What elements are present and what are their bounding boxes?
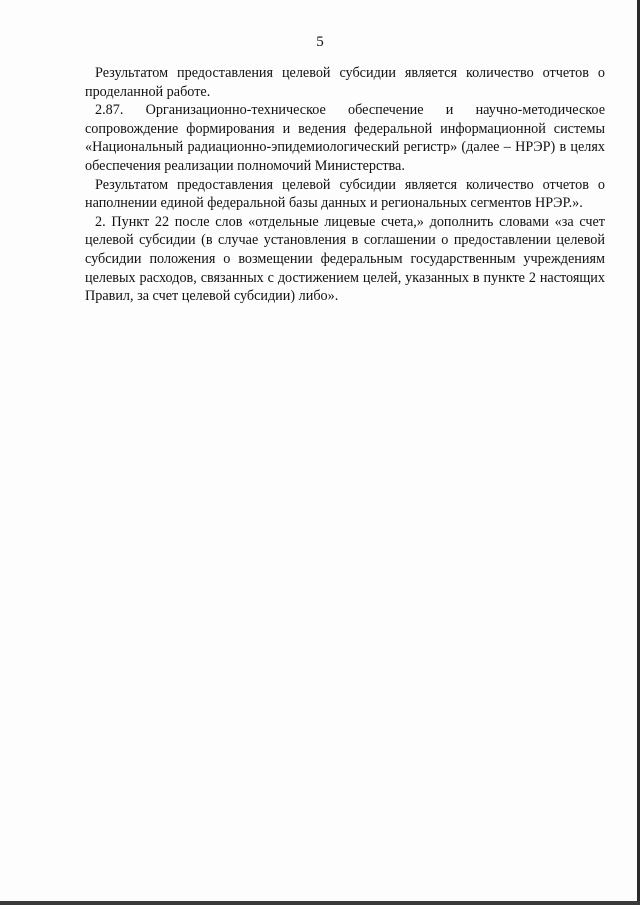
paragraph-text: 2.87. Организационно-техническое обеспечение и научно-методическое сопровождение формирования и ведения федеральной информационной системы «Национальный радиационно-эпидемиологический регистр» (далее – НРЭР) в целях обеспечения реализации полномочий Министерства. (85, 102, 605, 174)
paragraph-subsidy-result-reports (85, 64, 605, 101)
scan-edge-bottom (0, 901, 640, 905)
paragraph-text: Результатом предоставления целевой субсидии является количество отчетов о проделанной работе. (85, 65, 605, 100)
paragraph-text: 2. Пункт 22 после слов «отдельные лицевые счета,» дополнить словами «за счет целевой субсидии (в случае установления в соглашении о предоставлении целевой субсидии положения о возмещении федеральным государственным учреждениям целевых расходов, связанных с достижением целей, указанных в пункте 2 настоящих Правил, за счет целевой субсидии) либо». (85, 213, 605, 305)
document-body (85, 64, 605, 306)
page-number: 5 (316, 34, 324, 50)
paragraph-text: Результатом предоставления целевой субсидии является количество отчетов о наполнении единой федеральной базы данных и региональных сегментов НРЭР.». (85, 176, 605, 212)
paragraph-item-2 (85, 213, 605, 306)
paragraph-subsidy-result-database (85, 176, 605, 213)
paragraph-2-87 (85, 101, 605, 175)
